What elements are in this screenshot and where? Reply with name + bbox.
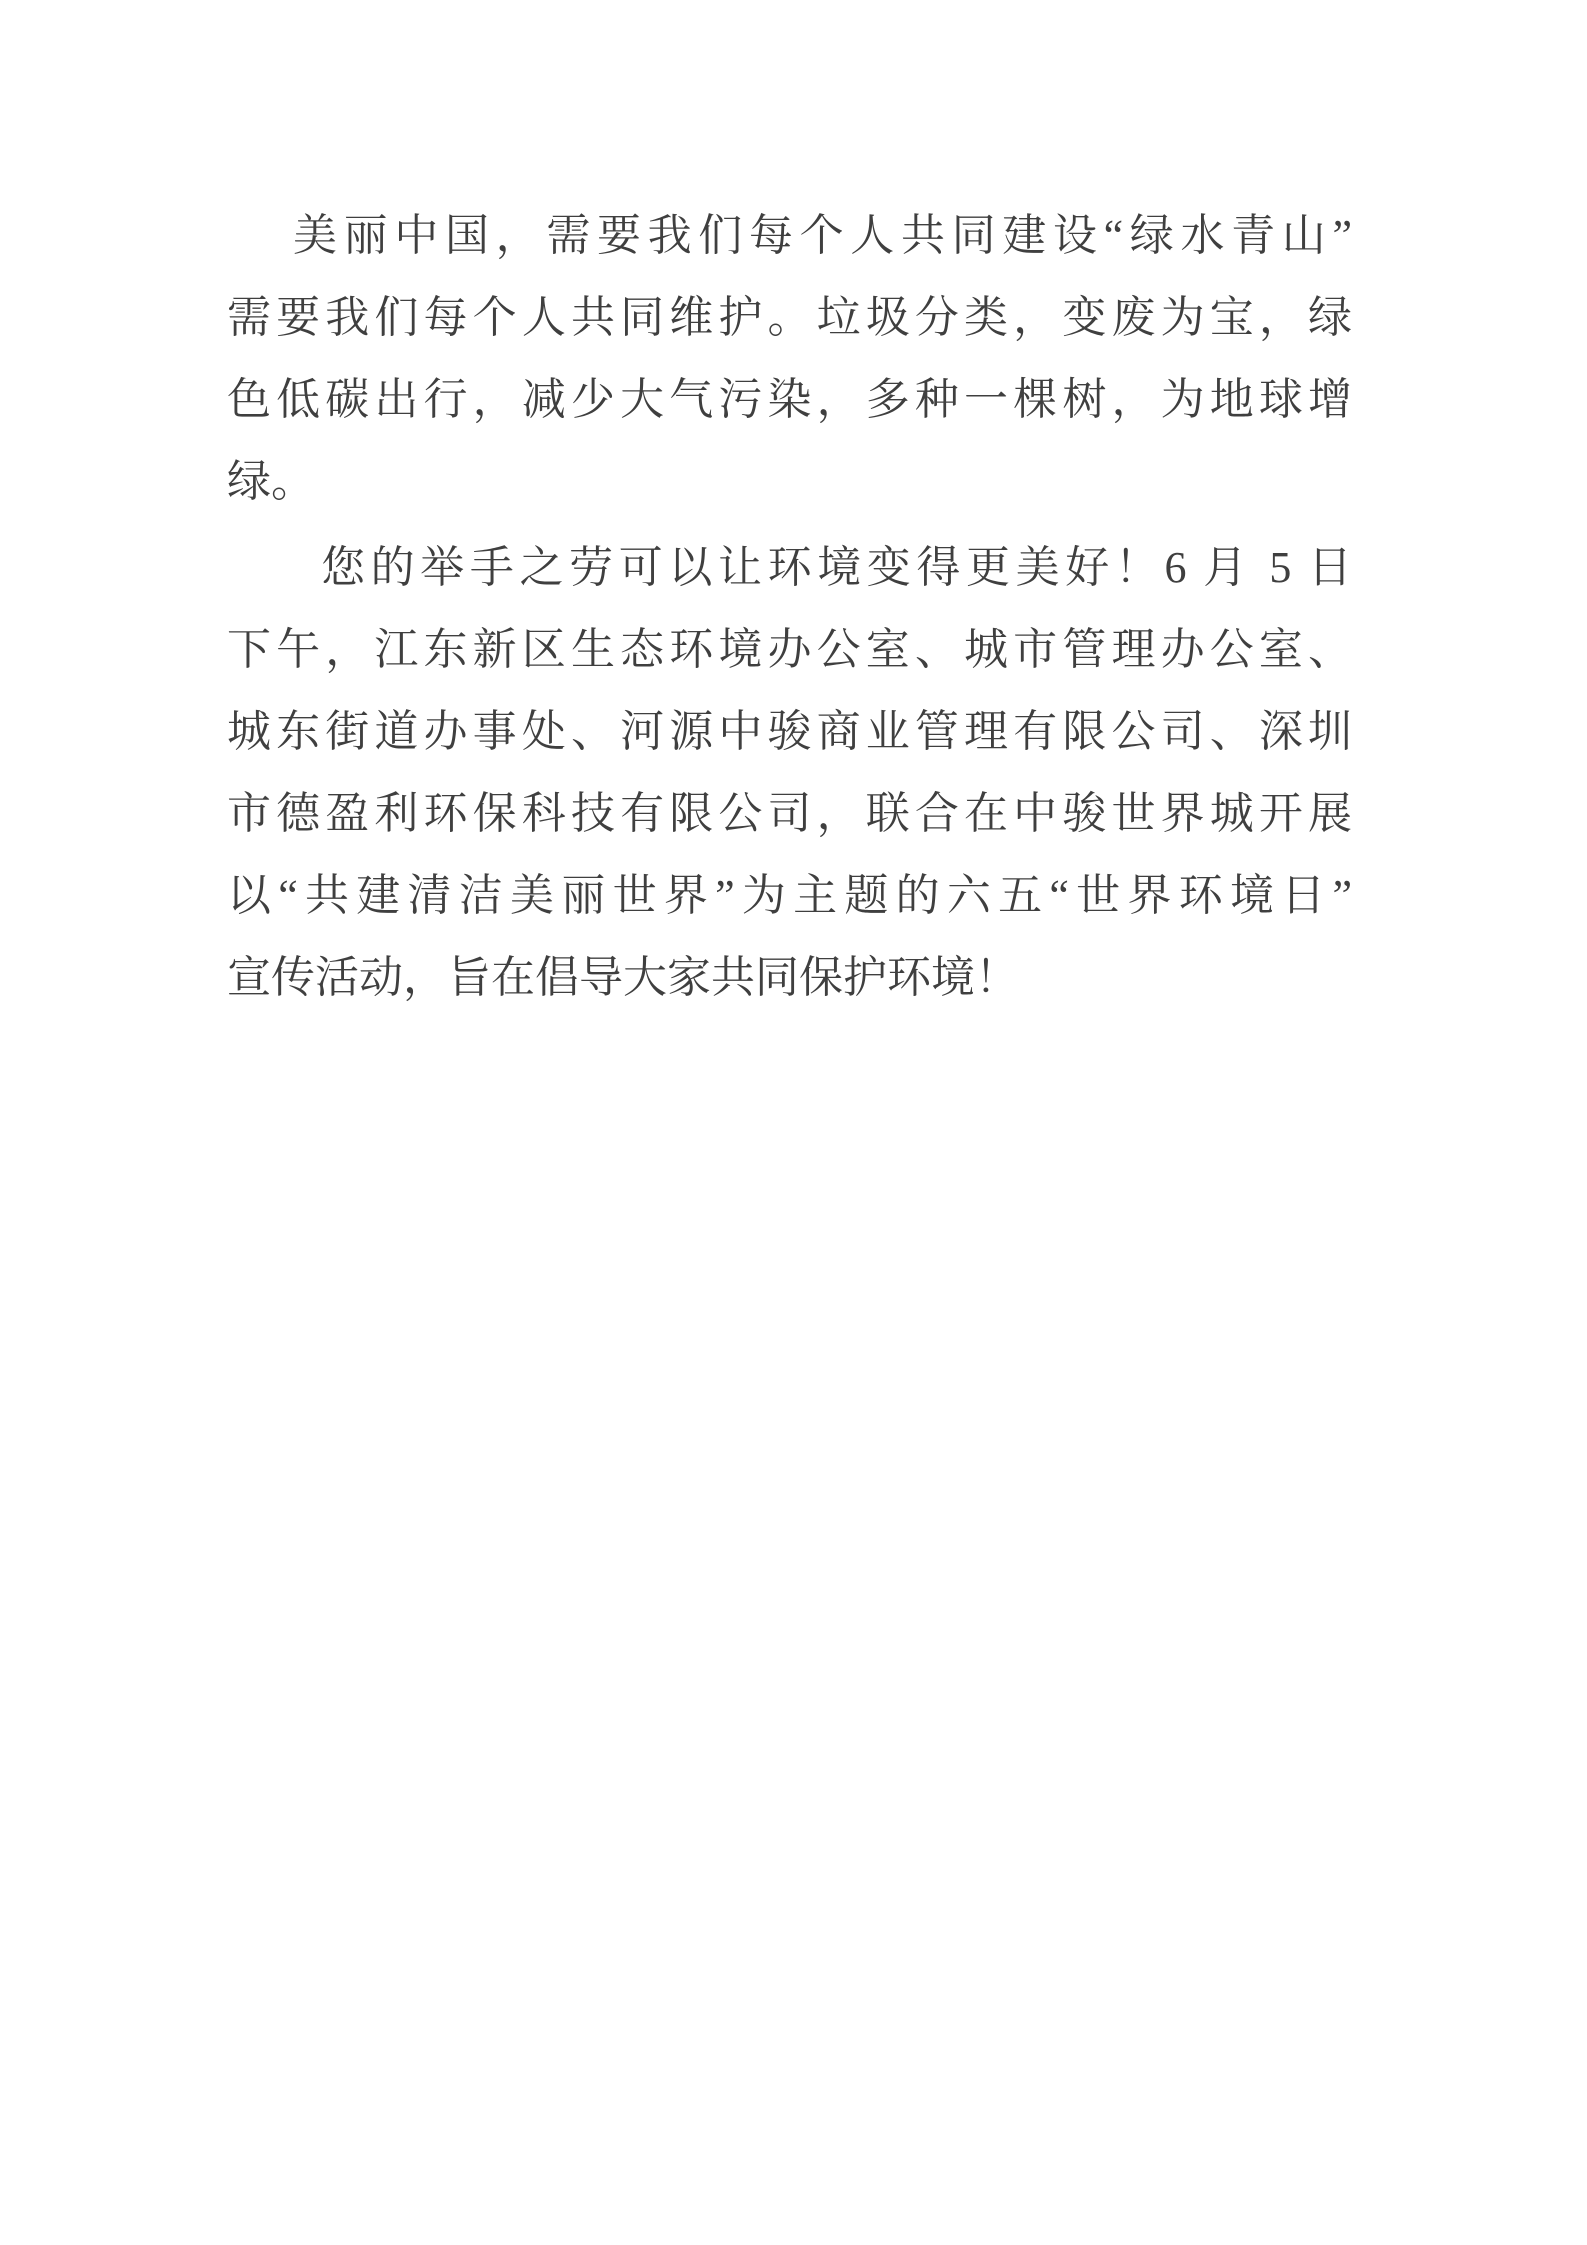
text-line: 下午，江东新区生态环境办公室、城市管理办公室、 bbox=[227, 625, 1352, 674]
text-line: 宣传活动，旨在倡导大家共同保护环境！ bbox=[227, 953, 1019, 1002]
text-line: 城东街道办事处、河源中骏商业管理有限公司、深圳 bbox=[227, 707, 1352, 756]
paragraph-2 bbox=[227, 527, 1352, 1019]
document-body bbox=[227, 195, 1352, 1019]
text-line: 美丽中国，需要我们每个人共同建设“绿水青山” bbox=[293, 211, 1352, 260]
text-line: 绿。 bbox=[227, 457, 315, 506]
text-line: 以“共建清洁美丽世界”为主题的六五“世界环境日” bbox=[227, 871, 1352, 920]
paragraph-1 bbox=[227, 195, 1352, 523]
text-line: 色低碳出行，减少大气污染，多种一棵树，为地球增 bbox=[227, 375, 1352, 424]
text-line: 需要我们每个人共同维护。垃圾分类，变废为宝，绿 bbox=[227, 293, 1352, 342]
text-line: 您的举手之劳可以让环境变得更美好！6 月 5 日 bbox=[321, 543, 1352, 592]
text-line: 市德盈利环保科技有限公司，联合在中骏世界城开展 bbox=[227, 789, 1352, 838]
